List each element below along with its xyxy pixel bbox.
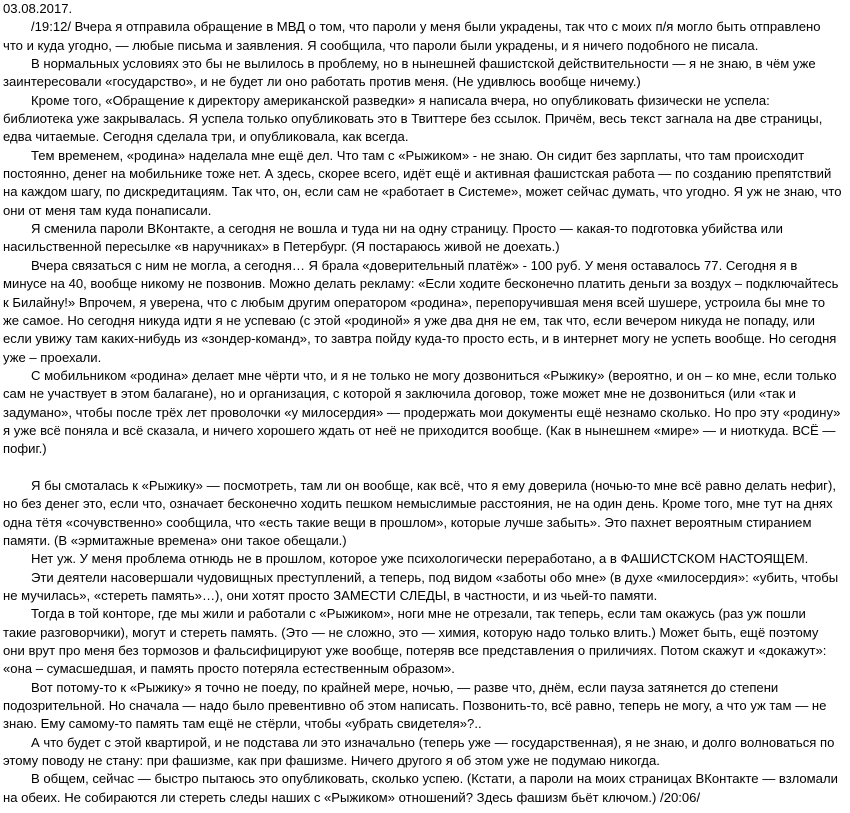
paragraph-14: В общем, сейчас — быстро пытаюсь это опубликовать, сколько успею. (Кстати, а пароли на моих страницах ВКонтакте — взломали на обеих. Не собираются ли стереть следы наших с «Рыжиком» отношений? Здесь фашизм бьёт ключом.) /20:06/ [3, 771, 838, 805]
document-date: 03.08.2017. [3, 1, 73, 16]
blank-line [3, 459, 842, 477]
paragraph-3: Кроме того, «Обращение к директору американской разведки» я написала вчера, но опубликовать физически не успела: библиотека уже закрывалась. Я успела только опубликовать это в Твиттере без ссылок. Причём, весь текст загнала на две страницы, едва читаемые. Сегодня сделала три, и опубликовала, как всегда. [3, 92, 823, 145]
paragraph-13: А что будет с этой квартирой, и не подстава ли это изначально (теперь уже — государственная), я не знаю, и долго волноваться по этому поводу не стану: при фашизме, как при фашизме. Ничего другого я об этом уже не подумаю никогда. [3, 734, 835, 769]
paragraph-4: Тем временем, «родина» наделала мне ещё дел. Что там с «Рыжиком» - не знаю. Он сидит без зарплаты, что там происходит постоянно, денег на мобильнике тоже нет. А здесь, скорее всего, идёт ещё и активная фашистская работа — по созданию препятствий на каждом шагу, по дискредитациям. Так что, он, если сам не «работает в Системе», может сейчас думать, что угодно. Я уж не знаю, что они от меня там куда понаписали. [3, 147, 842, 218]
paragraph-5: Я сменила пароли ВКонтакте, а сегодня не вошла и туда ни на одну страницу. Просто — какая-то подготовка убийства или насильственной пересылке «в наручниках» в Петербург. (Я постараюсь живой не доехать.) [3, 221, 783, 255]
paragraph-9: Нет уж. У меня проблема отнюдь не в прошлом, которое уже психологически переработано, а в ФАШИСТСКОМ НАСТОЯЩЕМ. [31, 551, 809, 567]
paragraph-10: Эти деятели насовершали чудовищных преступлений, а теперь, под видом «заботы обо мне» (в духе «милосердия»: «убить, чтобы не мучилась», «стереть память»…), они хотят просто ЗАМЕСТИ СЛЕДЫ, в частности, и из чьей-то памяти. [3, 569, 839, 603]
paragraph-8: Я бы смоталась к «Рыжику» — посмотреть, там ли он вообще, как всё, что я ему доверила (ночью-то мне всё равно делать нефиг), но без денег это, если что, означает бесконечно ходить пешком немыслимые расстояния, не на один день. Кроме того, мне тут на днях одна тётя «сочувственно» сообщила, что «есть такие вещи в прошлом», которые лучше забыть». Это пахнет вероятным стиранием памяти. (В «эрмитажные времена» они такое обещали.) [3, 477, 836, 548]
paragraph-1: /19:12/ Вчера я отправила обращение в МВД о том, что пароли у меня были украдены, так что с моих п/я могло быть отправлено что и куда угодно, — любые письма и заявления. Я сообщила, что пароли были украдены, и я ничего подобного не писала. [3, 19, 821, 53]
paragraph-11: Тогда в той конторе, где мы жили и работали с «Рыжиком», ноги мне не отрезали, так теперь, если там окажусь (раз уж пошли такие разговорчики), могут и стереть память. (Это — не сложно, это — химия, которую надо только влить.) Может быть, ещё поэтому они врут про меня без тормозов и фальсифицируют уже вообще, потеряв все представления о приличиях. Потом скажут и «докажут»: «она – сумасшедшая, и память просто потеряла естественным образом». [3, 606, 827, 677]
paragraph-7: С мобильником «родина» делает мне чёрти что, и я не только не могу дозвониться «Рыжику» (вероятно, и он – ко мне, если только сам не участвует в этом балагане), но и организация, с которой я заключила договор, тоже может мне не дозвониться (или «так и задумано», чтобы после трёх лет проволочки «у милосердия» — продержать мои документы ещё незнамо сколько. Но про эту «родину» я уже всё поняла и всё сказала, и ничего хорошего ждать от неё не приходится вообще. (Как в нынешнем «мире» — и ниоткуда. ВСЁ — пофиг.) [3, 367, 841, 457]
paragraph-6: Вчера связаться с ним не могла, а сегодня… Я брала «доверительный платёж» - 100 руб. У меня оставалось 77. Сегодня я в минусе на 40, вообще никому не позвонив. Можно делать рекламу: «Если ходите бесконечно платить деньги за воздух – подключайтесь к Билайну!» Впрочем, я уверена, что с любым другим оператором «родина», перепоручившая меня всей шушере, устроила бы мне то же самое. Но сегодня никуда идти я не успеваю (с этой «родиной» я уже два дня не ем, так что, если вечером никуда не попаду, или если увижу там каких-нибудь из «зондер-команд», то завтра пойду куда-то просто есть, и в интернет могу не успеть вообще. Но сегодня уже – проехали. [3, 257, 839, 365]
paragraph-2: В нормальных условиях это бы не вылилось в проблему, но в нынешней фашистской действительности — я не знаю, в чём уже заинтересовали «государство», и не будет ли оно работать против меня. (Не удивлюсь вообще ничему.) [3, 56, 816, 90]
paragraph-12: Вот потому-то к «Рыжику» я точно не поеду, по крайней мере, ночью, — разве что, днём, если пауза затянется до степени подозрительной. Но сначала — надо было превентивно об этом написать. Позвонить-то, всё равно, теперь не могу, а что уж там — не знаю. Ему самому-то память там ещё не стёрли, чтобы «убрать свидетеля»?.. [3, 679, 827, 732]
